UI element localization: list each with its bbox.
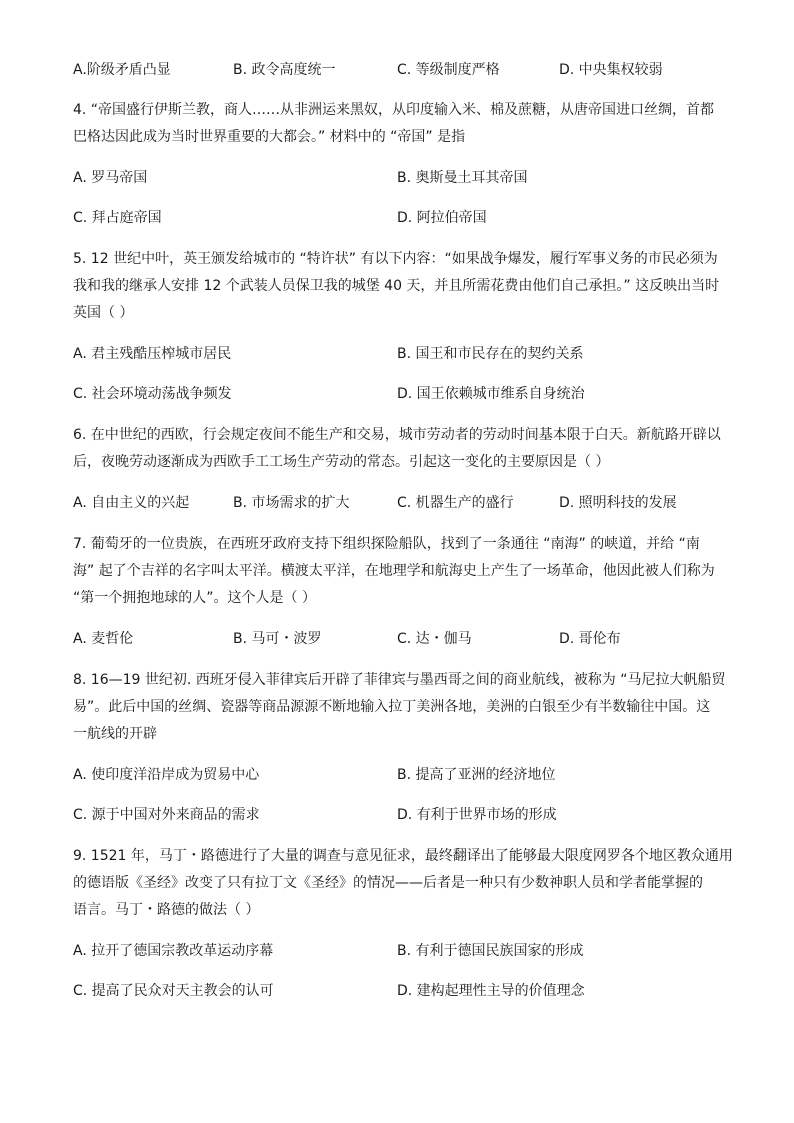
q9-options-row-2 — [73, 980, 733, 1002]
q6-stem-line-1: 6. 在中世纪的西欧，行会规定夜间不能生产和交易，城市劳动者的劳动时间基本限于白天。新航路开辟以 — [73, 427, 721, 443]
q5-stem-line-3: 英国（ ） — [73, 305, 134, 321]
q4-option-b[interactable]: B. 奥斯曼土耳其帝国 — [397, 170, 528, 186]
q4-stem-line-1: 4. “帝国盛行伊斯兰教，商人……从非洲运来黑奴，从印度输入米、棉及蔗糖，从唐帝国进口丝绸，首都 — [73, 102, 715, 118]
q8-options-row-1 — [73, 764, 733, 786]
q9-option-c[interactable]: C. 提高了民众对天主教会的认可 — [73, 983, 274, 999]
q9-option-a[interactable]: A. 拉开了德国宗教改革运动序幕 — [73, 943, 274, 959]
q5-option-c[interactable]: C. 社会环境动荡战争频发 — [73, 386, 232, 402]
q9-option-b[interactable]: B. 有利于德国民族国家的形成 — [397, 943, 584, 959]
q4-option-c[interactable]: C. 拜占庭帝国 — [73, 210, 162, 226]
q7-options-row — [73, 628, 733, 650]
q9-options-row-1 — [73, 940, 733, 962]
q8-stem-line-1: 8. 16—19 世纪初. 西班牙侵入菲律宾后开辟了菲律宾与墨西哥之间的商业航线，被称为 “马尼拉大帆船贸 — [73, 672, 726, 688]
q9-stem-line-3: 语言。马丁・路德的做法（ ） — [73, 902, 260, 918]
q3-option-b[interactable]: B. 政令高度统一 — [233, 62, 336, 78]
q8-option-a[interactable]: A. 使印度洋沿岸成为贸易中心 — [73, 767, 260, 783]
q6-option-c[interactable]: C. 机器生产的盛行 — [397, 495, 514, 511]
q8-option-c[interactable]: C. 源于中国对外来商品的需求 — [73, 807, 260, 823]
q3-option-c[interactable]: C. 等级制度严格 — [397, 62, 500, 78]
q6-option-b[interactable]: B. 市场需求的扩大 — [233, 495, 350, 511]
q5-option-d[interactable]: D. 国王依赖城市维系自身统治 — [397, 386, 585, 402]
q5-stem-line-2: 我和我的继承人安排 12 个武装人员保卫我的城堡 40 天，并且所需花费由他们自己承担。” 这反映出当时 — [73, 278, 720, 294]
q4-stem-line-2: 巴格达因此成为当时世界重要的大都会。” 材料中的 “帝国” 是指 — [73, 129, 466, 145]
q7-stem-line-3: “第一个拥抱地球的人”。这个人是（ ） — [73, 590, 316, 606]
q8-option-d[interactable]: D. 有利于世界市场的形成 — [397, 807, 557, 823]
q7-option-c[interactable]: C. 达・伽马 — [397, 631, 472, 647]
q3-option-d[interactable]: D. 中央集权较弱 — [559, 62, 663, 78]
q4-options-row-1 — [73, 167, 733, 189]
q6-stem-line-2: 后，夜晚劳动逐渐成为西欧手工工场生产劳动的常态。引起这一变化的主要原因是（ ） — [73, 454, 610, 470]
q8-stem-line-2: 易”。此后中国的丝绸、瓷器等商品源源不断地输入拉丁美洲各地，美洲的白银至少有半数输往中国。这 — [73, 699, 711, 715]
q8-option-b[interactable]: B. 提高了亚洲的经济地位 — [397, 767, 556, 783]
q4-options-row-2 — [73, 207, 733, 229]
q4-option-d[interactable]: D. 阿拉伯帝国 — [397, 210, 487, 226]
q6-options-row — [73, 492, 733, 514]
q7-option-b[interactable]: B. 马可・波罗 — [233, 631, 322, 647]
q6-option-d[interactable]: D. 照明科技的发展 — [559, 495, 677, 511]
q4-option-a[interactable]: A. 罗马帝国 — [73, 170, 148, 186]
q5-options-row-2 — [73, 383, 733, 405]
q6-option-a[interactable]: A. 自由主义的兴起 — [73, 495, 190, 511]
q8-stem-line-3: 一航线的开辟 — [73, 726, 157, 742]
q9-stem-line-1: 9. 1521 年，马丁・路德进行了大量的调查与意见征求，最终翻译出了能够最大限度网罗各个地区教众通用 — [73, 848, 733, 864]
q5-option-b[interactable]: B. 国王和市民存在的契约关系 — [397, 346, 584, 362]
q7-option-d[interactable]: D. 哥伦布 — [559, 631, 621, 647]
q8-options-row-2 — [73, 804, 733, 826]
q5-options-row-1 — [73, 343, 733, 365]
q3-option-a[interactable]: A.阶级矛盾凸显 — [73, 62, 171, 78]
q9-stem-line-2: 的德语版《圣经》改变了只有拉丁文《圣经》的情况——后者是一种只有少数神职人员和学者能掌握的 — [73, 875, 703, 891]
q7-stem-line-2: 海” 起了个吉祥的名字叫太平洋。横渡太平洋，在地理学和航海史上产生了一场革命，他因此被人们称为 — [73, 563, 715, 579]
q7-option-a[interactable]: A. 麦哲伦 — [73, 631, 134, 647]
q5-option-a[interactable]: A. 君主残酷压榨城市居民 — [73, 346, 232, 362]
q7-stem-line-1: 7. 葡萄牙的一位贵族，在西班牙政府支持下组织探险船队，找到了一条通往 “南海” 的峡道，并给 “南 — [73, 536, 700, 552]
q9-option-d[interactable]: D. 建构起理性主导的价值理念 — [397, 983, 585, 999]
q5-stem-line-1: 5. 12 世纪中叶，英王颁发给城市的 “特许状” 有以下内容：“如果战争爆发，履行军事义务的市民必须为 — [73, 251, 718, 267]
q3-options-row — [73, 59, 733, 81]
